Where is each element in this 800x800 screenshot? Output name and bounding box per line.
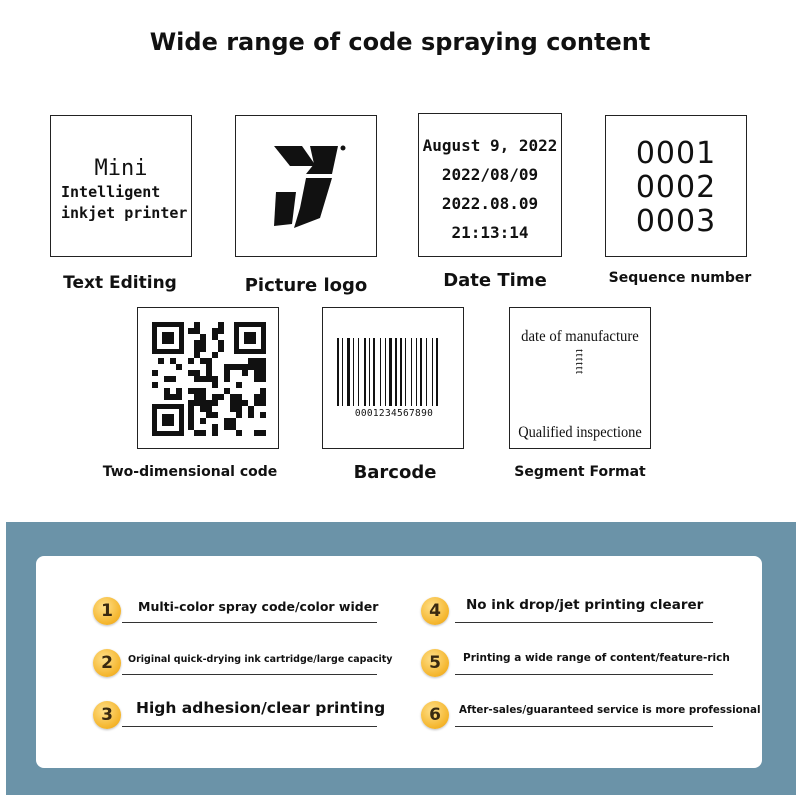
page-title: Wide range of code spraying content — [149, 28, 651, 56]
caption-segment-format: Segment Format — [514, 464, 646, 480]
caption-text-editing: Text Editing — [63, 273, 177, 293]
date-line-2: 2022/08/09 — [441, 165, 539, 184]
feature-4-text: No ink drop/jet printing clearer — [466, 597, 704, 613]
feature-1-underline — [122, 622, 377, 623]
text-editing-sample — [50, 115, 192, 257]
feature-2-text: Original quick-drying ink cartridge/large capacity — [128, 654, 393, 665]
sequence-line-1: 0001 — [635, 136, 717, 171]
segment-middle-text: tttttt — [572, 348, 587, 376]
date-time-sample — [418, 113, 562, 257]
caption-barcode: Barcode — [353, 462, 437, 483]
date-line-4: 21:13:14 — [451, 223, 529, 242]
caption-qr-code: Two-dimensional code — [102, 464, 278, 480]
badge-3: 3 — [93, 701, 121, 729]
text-line-3: inkjet printer — [61, 204, 188, 222]
feature-6-text: After-sales/guaranteed service is more professional — [459, 704, 761, 716]
date-line-3: 2022.08.09 — [441, 194, 539, 213]
feature-2-underline — [122, 674, 377, 675]
sequence-line-3: 0003 — [635, 204, 717, 239]
qr-code-icon — [138, 308, 280, 450]
barcode-icon — [323, 308, 465, 450]
picture-logo-sample — [235, 115, 377, 257]
feature-5-text: Printing a wide range of content/feature-rich — [463, 652, 730, 664]
barcode-sample — [322, 307, 464, 449]
feature-1-text: Multi-color spray code/color wider — [138, 599, 379, 614]
badge-5: 5 — [421, 649, 449, 677]
segment-top-text: date of manufacture — [521, 328, 639, 345]
sequence-sample — [605, 115, 747, 257]
caption-picture-logo: Picture logo — [244, 275, 368, 296]
badge-2: 2 — [93, 649, 121, 677]
caption-date-time: Date Time — [443, 270, 547, 291]
text-line-2: Intelligent — [61, 183, 161, 201]
feature-5-underline — [455, 674, 713, 675]
caption-sequence: Sequence number — [608, 270, 752, 286]
badge-6: 6 — [421, 701, 449, 729]
badge-1: 1 — [93, 597, 121, 625]
badge-4: 4 — [421, 597, 449, 625]
j-logo-icon — [236, 116, 378, 258]
text-line-1: Mini — [94, 156, 148, 181]
qr-code-sample — [137, 307, 279, 449]
segment-format-sample — [509, 307, 651, 449]
feature-3-text: High adhesion/clear printing — [136, 699, 386, 717]
barcode-digits: 0001234567890 — [354, 408, 434, 419]
feature-3-underline — [122, 726, 377, 727]
feature-6-underline — [455, 726, 713, 727]
date-line-1: August 9, 2022 — [422, 136, 558, 155]
feature-4-underline — [455, 622, 713, 623]
sequence-line-2: 0002 — [635, 170, 717, 205]
segment-bottom-text: Qualified inspectione — [518, 424, 642, 441]
